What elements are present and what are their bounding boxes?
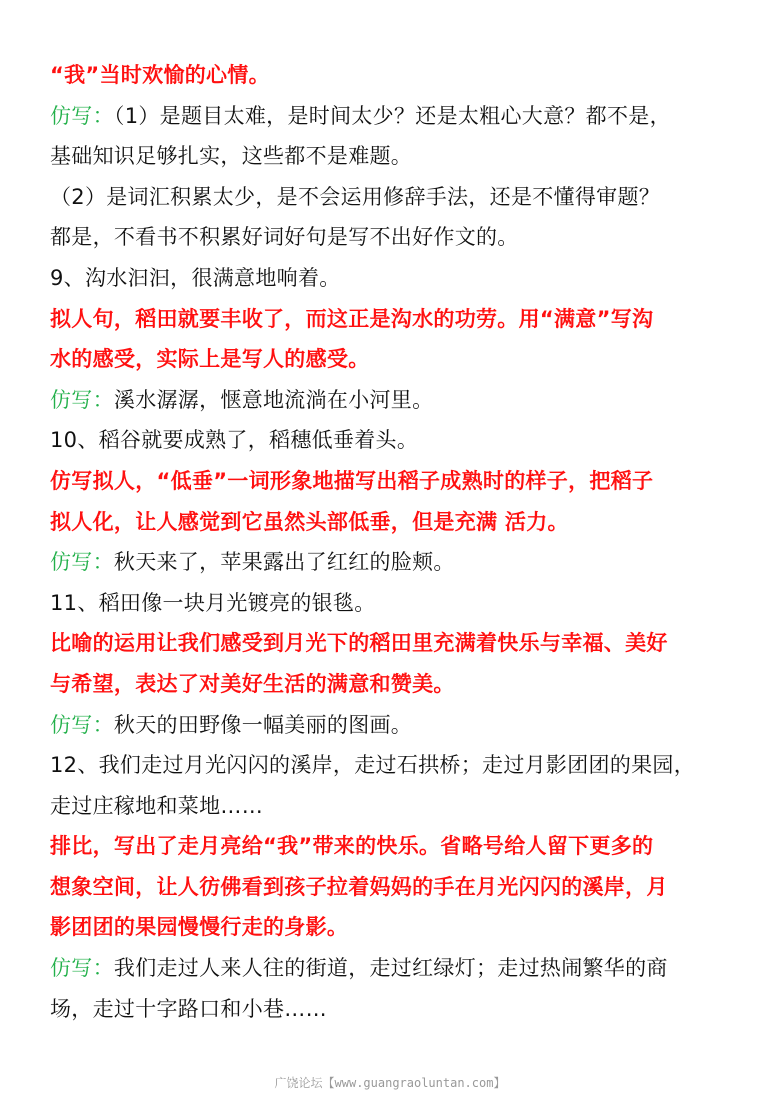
line-text: 12、我们走过月光闪闪的溪岸，走过石拱桥；走过月影团团的果园， [50, 753, 696, 778]
line-text: 比喻的运用让我们感受到月光下的稻田里充满着快乐与幸福、美好 [50, 631, 668, 656]
analysis-line [50, 664, 750, 705]
line-text: 与希望，表达了对美好生活的满意和赞美。 [50, 671, 455, 696]
text-line [50, 420, 750, 461]
imitation-line [50, 705, 750, 746]
line-text: 9、沟水汩汩，很满意地响着。 [50, 265, 341, 290]
imitation-label: 仿写： [50, 103, 114, 128]
line-text: 秋天来了，苹果露出了红红的脸颊。 [113, 550, 455, 575]
text-line [50, 258, 750, 299]
text-line [50, 583, 750, 624]
analysis-line [50, 826, 750, 867]
analysis-line [50, 461, 750, 502]
analysis-line [50, 339, 750, 380]
line-text: 走过庄稼地和菜地…… [50, 793, 263, 818]
imitation-label: 仿写： [50, 956, 114, 981]
line-text: 影团团的果园慢慢行走的身影。 [50, 915, 349, 940]
text-line [50, 989, 750, 1030]
text-line [50, 136, 750, 177]
line-text: 场，走过十字路口和小巷…… [50, 996, 327, 1021]
line-text: 11、稻田像一块月光镀亮的银毯。 [50, 590, 376, 615]
text-line [50, 177, 750, 218]
line-text: 我们走过人来人往的街道，走过红绿灯；走过热闹繁华的商 [113, 956, 668, 981]
analysis-line [50, 55, 750, 96]
analysis-line [50, 623, 750, 664]
line-text: 仿写拟人，“低垂”一词形象地描写出稻子成熟时的样子，把稻子 [50, 468, 654, 493]
text-line [50, 786, 750, 827]
imitation-label: 仿写： [50, 712, 114, 737]
footer-watermark: 广饶论坛【www.guangraoluntan.com】 [274, 1076, 506, 1090]
imitation-line [50, 96, 750, 137]
line-text: 拟人句，稻田就要丰收了，而这正是沟水的功劳。用“满意”写沟 [50, 306, 654, 331]
imitation-line [50, 380, 750, 421]
analysis-line [50, 502, 750, 543]
analysis-line [50, 299, 750, 340]
line-text: 秋天的田野像一幅美丽的图画。 [113, 712, 413, 737]
line-text: 拟人化，让人感觉到它虽然头部低垂，但是充满 活力。 [50, 509, 569, 534]
imitation-line [50, 542, 750, 583]
line-text: 基础知识足够扎实，这些都不是难题。 [50, 144, 413, 169]
line-text: 水的感受，实际上是写人的感受。 [50, 347, 370, 372]
line-text: 想象空间，让人彷佛看到孩子拉着妈妈的手在月光闪闪的溪岸，月 [50, 874, 668, 899]
line-text: （2）是词汇积累太少，是不会运用修辞手法，还是不懂得审题？ [50, 184, 661, 209]
line-text: 10、稻谷就要成熟了，稻穗低垂着头。 [50, 428, 419, 453]
imitation-line [50, 948, 750, 989]
analysis-line [50, 867, 750, 908]
line-text: （1）是题目太难，是时间太少？还是太粗心大意？都不是， [113, 103, 671, 128]
line-text: 溪水潺潺，惬意地流淌在小河里。 [113, 387, 434, 412]
text-line [50, 217, 750, 258]
text-line [50, 745, 750, 786]
analysis-line [50, 907, 750, 948]
line-text: 排比，写出了走月亮给“我”带来的快乐。省略号给人留下更多的 [50, 834, 654, 859]
document-body [50, 55, 750, 1029]
imitation-label: 仿写： [50, 550, 114, 575]
imitation-label: 仿写： [50, 387, 114, 412]
line-text: 都是，不看书不积累好词好句是写不出好作文的。 [50, 225, 519, 250]
line-text: “我”当时欢愉的心情。 [50, 63, 270, 87]
